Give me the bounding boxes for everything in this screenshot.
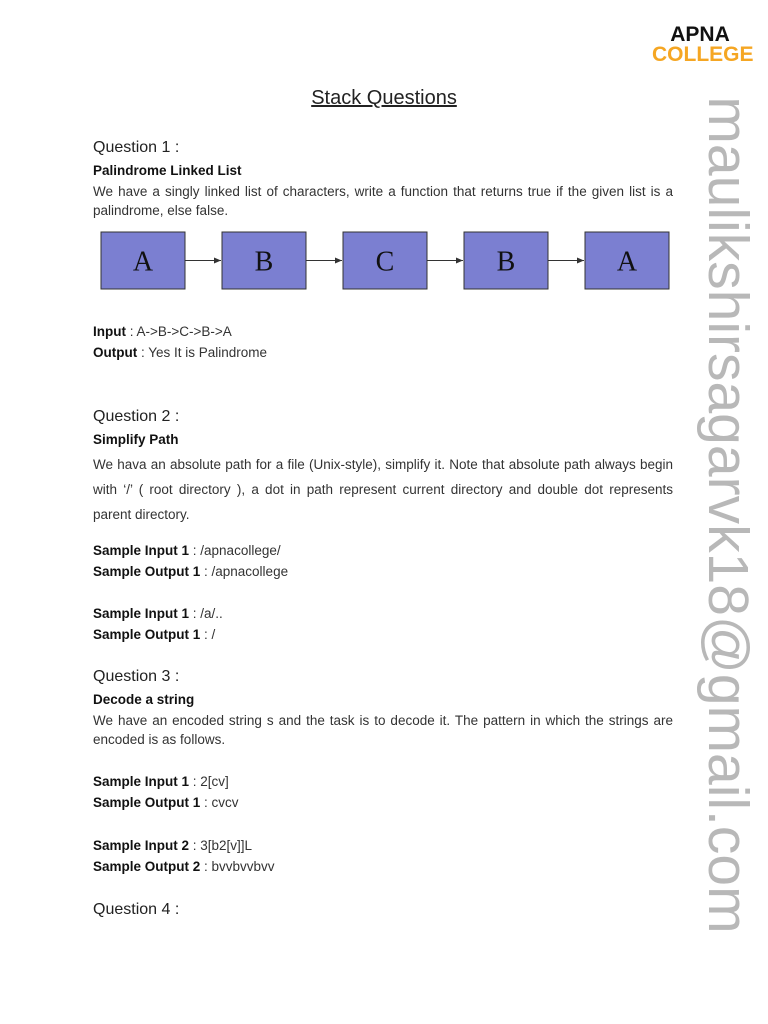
- question-2-heading: Question 2 :: [93, 408, 180, 425]
- question-1-title: Palindrome Linked List: [93, 163, 242, 178]
- sample-input-value: : /a/..: [189, 606, 223, 621]
- sample-output-value: : bvvbvvbvv: [200, 859, 275, 874]
- question-3-description: We have an encoded string s and the task is to decode it. The pattern in which the strings are encoded is as follows.: [93, 713, 673, 747]
- question-2-title: Simplify Path: [93, 432, 179, 447]
- q3-sample-input: [93, 835, 673, 856]
- sample-output-label: Sample Output 1: [93, 795, 201, 810]
- question-1-heading: Question 1 :: [93, 139, 180, 156]
- page-title: Stack Questions: [311, 87, 457, 109]
- list-node-label: A: [132, 246, 154, 278]
- q3-sample-output: [93, 792, 673, 813]
- sample-input-label: Sample Input 1: [93, 774, 190, 789]
- sample-input-label: Sample Input 1: [93, 543, 190, 558]
- q2-sample-output: [93, 624, 673, 645]
- output-label: Output: [93, 345, 138, 360]
- sample-input-value: : 3[b2[v]]L: [189, 838, 253, 853]
- question-3-title: Decode a string: [93, 692, 195, 707]
- list-node-label: C: [375, 246, 395, 278]
- logo-line2: COLLEGE: [652, 43, 754, 66]
- sample-output-value: : /apnacollege: [200, 564, 289, 579]
- sample-output-label: Sample Output 1: [93, 627, 201, 642]
- question-2-description: We hava an absolute path for a file (Unix-style), simplify it. Note that absolute path always begin with ‘/’ ( root directory ), a dot in path represent current directory and double dot represents parent directory.: [93, 457, 673, 522]
- sample-input-label: Sample Input 1: [93, 606, 190, 621]
- sample-output-label: Sample Output 1: [93, 564, 201, 579]
- question-4-heading: Question 4 :: [93, 901, 180, 918]
- q3-sample-input: [93, 771, 673, 792]
- list-node-label: B: [496, 246, 516, 278]
- q2-sample-input: [93, 540, 673, 561]
- question-1-description: We have a singly linked list of characters, write a function that returns true if the given list is a palindrome, else false.: [93, 184, 673, 218]
- sample-output-label: Sample Output 2: [93, 859, 201, 874]
- apna-college-logo: [652, 23, 754, 66]
- question-1-input: [93, 321, 673, 342]
- q2-sample-input: [93, 603, 673, 624]
- question-1-output: [93, 342, 673, 363]
- input-value: : A->B->C->B->A: [126, 324, 232, 339]
- q2-sample-output: [93, 561, 673, 582]
- email-watermark: maulikshirsagarvk18@gmail.com: [696, 96, 760, 934]
- sample-input-value: : 2[cv]: [189, 774, 229, 789]
- input-label: Input: [93, 324, 126, 339]
- sample-output-value: : /: [200, 627, 216, 642]
- output-value: : Yes It is Palindrome: [137, 345, 268, 360]
- q3-sample-output: [93, 856, 673, 877]
- sample-output-value: : cvcv: [200, 795, 239, 810]
- list-node-label: B: [254, 246, 274, 278]
- logo-line1: APNA: [670, 23, 730, 46]
- sample-input-label: Sample Input 2: [93, 838, 190, 853]
- list-node-label: A: [616, 246, 638, 278]
- linked-list-diagram: [100, 230, 672, 292]
- sample-input-value: : /apnacollege/: [189, 543, 281, 558]
- question-3-heading: Question 3 :: [93, 668, 180, 685]
